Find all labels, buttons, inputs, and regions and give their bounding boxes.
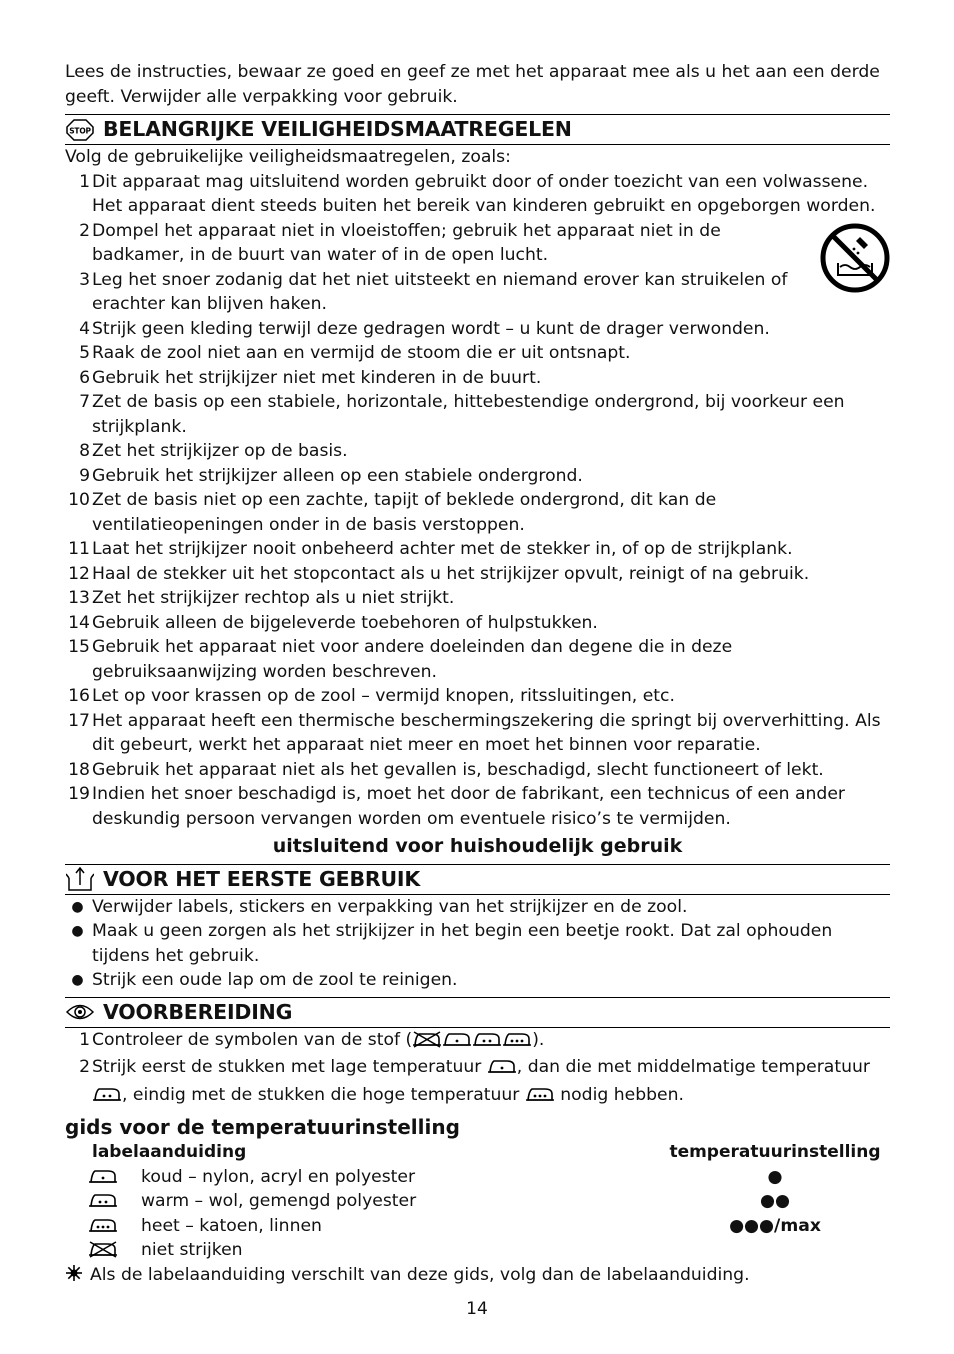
intro-text: Lees de instructies, bewaar ze goed en geef ze met het apparaat mee als u het aan een derde geeft. Verwijder alle verpakking voor gebruik. (65, 62, 880, 107)
list-item: 17 Het apparaat heeft een thermische beschermingszekering die springt bij oververhitting. Als dit gebeurt, werkt het apparaat niet meer en moet het binnen voor reparatie. (68, 710, 881, 755)
section-preparation-heading (65, 997, 890, 1028)
col-label-header: labelaanduiding (92, 1142, 247, 1162)
asterisk-icon (65, 1263, 90, 1288)
temperature-guide-table (65, 1140, 890, 1263)
guide-note: Als de labelaanduiding verschilt van deze gids, volg dan de labelaanduiding. (65, 1263, 890, 1288)
list-item: ● Strijk een oude lap om de zool te reinigen. (65, 968, 890, 993)
list-item: 18 Gebruik het apparaat niet als het gevallen is, beschadigd, slecht functioneert of lekt. (68, 759, 824, 780)
preparation-list (65, 1028, 890, 1111)
table-row (65, 1238, 890, 1263)
list-item: 1 Controleer de symbolen van de stof ( ). (65, 1028, 890, 1056)
row-label: niet strijken (141, 1240, 243, 1260)
list-item: 14 Gebruik alleen de bijgeleverde toebehoren of hulpstukken. (68, 612, 598, 633)
bullet: ● (71, 923, 84, 939)
section-safety-title: BELANGRIJKE VEILIGHEIDSMAATREGELEN (103, 117, 572, 142)
row-label: warm – wol, gemengd polyester (141, 1191, 417, 1211)
unpack-box-icon (65, 866, 95, 892)
iron-three-dots-icon (87, 1216, 119, 1236)
eye-icon (65, 999, 95, 1025)
list-item: 6 Gebruik het strijkijzer niet met kinderen in de buurt. (79, 367, 542, 388)
list-item: ● Maak u geen zorgen als het strijkijzer in het begin een beetje rookt. Dat zal ophouden tijdens het gebruik. (65, 919, 890, 968)
iron-one-dot-icon (487, 1057, 517, 1083)
list-item: 11 Laat het strijkijzer nooit onbeheerd achter met de stekker in, of op de strijkplank. (68, 539, 793, 559)
iron-one-dot-icon (87, 1167, 119, 1187)
list-item: 15 Gebruik het apparaat niet voor andere doeleinden dan degene die in deze gebruiksaanwijzing worden beschreven. (68, 637, 733, 682)
table-row (65, 1189, 890, 1214)
household-only-note: uitsluitend voor huishoudelijk gebruik (272, 835, 683, 857)
list-item: 1 Dit apparaat mag uitsluitend worden gebruikt door of onder toezicht van een volwassene. Het apparaat dient steeds buiten het bereik van kinderen gebruikt en opgeborgen worden. (79, 171, 876, 216)
row-label: heet – katoen, linnen (141, 1215, 322, 1236)
row-temp: ● (767, 1166, 783, 1187)
list-item: 3 Leg het snoer zodanig dat het niet uitsteekt en niemand erover kan struikelen of erachter kan blijven haken. (79, 269, 788, 314)
row-temp: ●● (760, 1191, 790, 1211)
table-row (65, 1214, 890, 1239)
stop-icon (65, 117, 95, 143)
guide-title: gids voor de temperatuurinstelling (65, 1115, 460, 1139)
iron-two-dots-icon (87, 1191, 119, 1211)
iron-three-dots-icon (502, 1030, 532, 1056)
list-item: 4 Strijk geen kleding terwijl deze gedragen wordt – u kunt de drager verwonden. (79, 318, 770, 339)
list-item: 16 Let op voor krassen op de zool – vermijd knopen, ritssluitingen, etc. (68, 686, 675, 706)
list-item: 8 Zet het strijkijzer op de basis. (79, 441, 348, 461)
row-temp: ●●●/max (729, 1215, 821, 1236)
iron-three-dots-icon (525, 1085, 555, 1111)
list-item: ● Verwijder labels, stickers en verpakking van het strijkijzer en de zool. (65, 895, 890, 920)
list-item: 12 Haal de stekker uit het stopcontact als u het strijkijzer opvult, reinigt of na gebruik. (68, 563, 810, 584)
section-first-use-title: VOOR HET EERSTE GEBRUIK (103, 866, 421, 891)
section-first-use-heading (65, 864, 890, 895)
safety-lead: Volg de gebruikelijke veiligheidsmaatregelen, zoals: (65, 147, 511, 167)
section-preparation-title: VOORBEREIDING (103, 999, 293, 1024)
row-label: koud – nylon, acryl en polyester (141, 1166, 416, 1187)
first-use-list (65, 895, 890, 993)
list-item: 2 Strijk eerst de stukken met lage temperatuur , dan die met middelmatige temperatuur , eindig met de stukken die hoge temperatuur nodig hebben. (65, 1055, 890, 1110)
iron-two-dots-icon (92, 1085, 122, 1111)
list-item: 10 Zet de basis niet op een zachte, tapijt of beklede ondergrond, dit kan de ventilatieopeningen onder in de basis verstoppen. (68, 490, 717, 535)
bullet: ● (71, 898, 84, 915)
page-number: 14 (466, 1299, 488, 1319)
iron-crossed-icon (412, 1030, 442, 1056)
list-item: 19 Indien het snoer beschadigd is, moet het door de fabrikant, een technicus of een ander deskundig persoon vervangen worden om eventuele risico’s te vermijden. (68, 784, 845, 829)
list-item: 9 Gebruik het strijkijzer alleen op een stabiele ondergrond. (79, 465, 583, 486)
col-temp-header: temperatuurinstelling (669, 1142, 881, 1162)
bullet: ● (71, 972, 84, 988)
iron-crossed-icon (87, 1240, 119, 1260)
list-item: 13 Zet het strijkijzer rechtop als u niet strijkt. (68, 588, 455, 608)
manual-page (65, 60, 890, 1287)
iron-one-dot-icon (442, 1030, 472, 1056)
no-water-warning-icon (820, 223, 890, 293)
list-item: 5 Raak de zool niet aan en vermijd de stoom die er uit ontsnapt. (79, 343, 631, 363)
table-row (65, 1165, 890, 1190)
safety-list (65, 170, 890, 832)
row-temp (660, 1238, 890, 1263)
section-safety-heading (65, 114, 890, 145)
svg-text:STOP: STOP (69, 126, 91, 135)
list-item: 2 Dompel het apparaat niet in vloeistoffen; gebruik het apparaat niet in de badkamer, in de buurt van water of in de open lucht. (79, 220, 721, 265)
list-item: 7 Zet de basis op een stabiele, horizontale, hittebestendige ondergrond, bij voorkeur een strijkplank. (79, 392, 845, 437)
iron-two-dots-icon (472, 1030, 502, 1056)
